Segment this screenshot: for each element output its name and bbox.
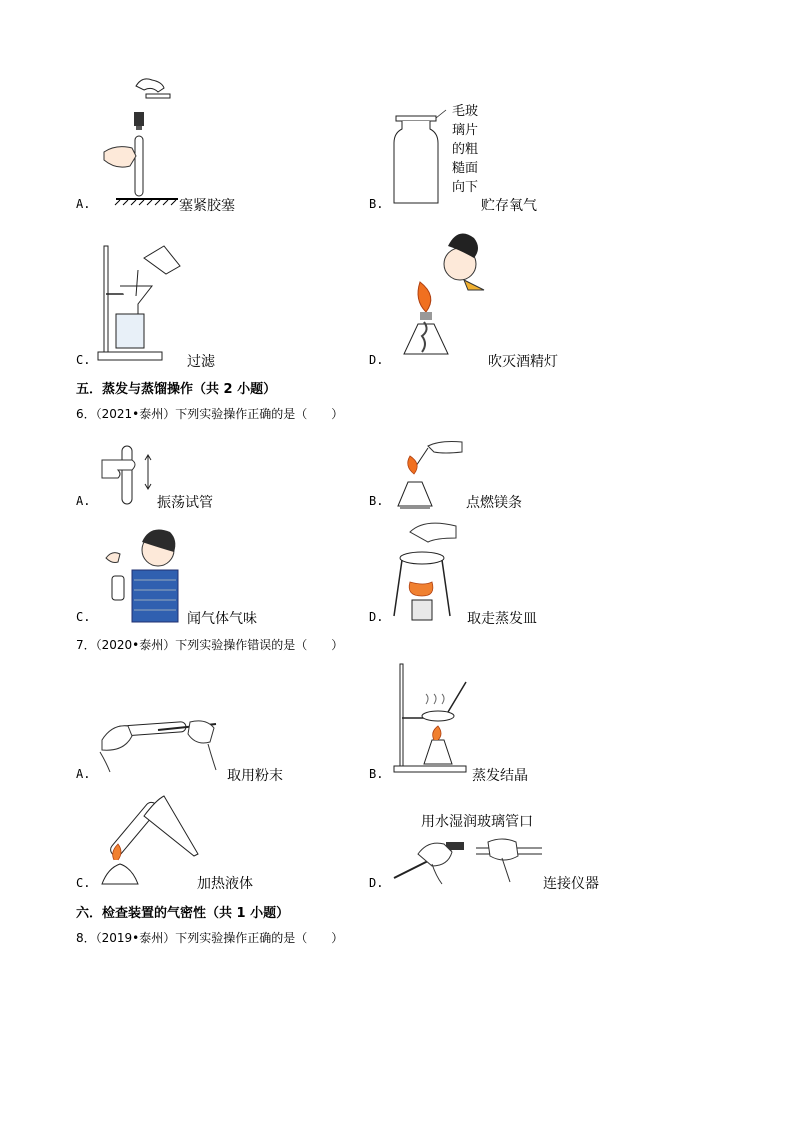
illustration-take-powder <box>98 710 224 776</box>
option-c-label: C. <box>76 353 91 367</box>
label-top: 用水湿润玻璃管口 <box>421 814 533 830</box>
illustration-gas-jar <box>392 112 442 208</box>
illustration-shake-tube <box>100 444 160 506</box>
caption-c: 过滤 <box>187 354 215 370</box>
caption-a: 塞紧胶塞 <box>179 198 235 214</box>
illustration-smell-gas <box>96 528 182 624</box>
caption-b: 贮存氧气 <box>481 198 537 214</box>
question-8-text: 8．（2019•泰州）下列实验操作正确的是（ ） <box>76 931 344 945</box>
illustration-connect-tube <box>392 834 542 886</box>
caption-a: 取用粉末 <box>227 768 283 784</box>
option-b-label: B. <box>369 494 384 508</box>
option-d-label: D. <box>369 353 384 367</box>
question-6-text: 6．（2021•泰州）下列实验操作正确的是（ ） <box>76 407 344 421</box>
label-line: 毛玻 <box>452 104 479 119</box>
question-7-text: 7．（2020•泰州）下列实验操作错误的是（ ） <box>76 638 344 652</box>
label-line: 的粗 <box>452 142 479 157</box>
glass-plate-label <box>452 102 478 197</box>
illustration-remove-dish <box>392 518 464 626</box>
caption-c: 加热液体 <box>197 876 253 892</box>
label-line: 向下 <box>452 180 479 195</box>
section-title: 五．蒸发与蒸馏操作（共 2 小题） <box>76 382 277 397</box>
caption-d: 连接仪器 <box>543 876 599 892</box>
illustration-ignite-magnesium <box>394 432 466 512</box>
option-d-label: D. <box>369 876 384 890</box>
option-b-label: B. <box>369 197 384 211</box>
illustration-stopper-tube <box>98 72 188 204</box>
illustration-evaporation <box>390 660 470 776</box>
caption-d: 吹灭酒精灯 <box>488 354 558 370</box>
caption-b: 点燃镁条 <box>466 495 522 511</box>
option-b-label: B. <box>369 767 384 781</box>
caption-c: 闻气体气味 <box>187 611 257 627</box>
label-line: 璃片 <box>452 123 479 138</box>
caption-a: 振荡试管 <box>157 495 213 511</box>
option-a-label: A. <box>76 767 91 781</box>
illustration-heat-liquid <box>100 792 200 888</box>
illustration-filtration <box>96 240 196 364</box>
option-a-label: A. <box>76 197 91 211</box>
label-line: 糙面 <box>452 161 479 176</box>
caption-d: 取走蒸发皿 <box>467 611 537 627</box>
option-a-label: A. <box>76 494 91 508</box>
caption-b: 蒸发结晶 <box>472 768 528 784</box>
option-d-label: D. <box>369 610 384 624</box>
illustration-blow-lamp <box>398 224 488 362</box>
option-c-label: C. <box>76 876 91 890</box>
option-c-label: C. <box>76 610 91 624</box>
section-title: 六．检查装置的气密性（共 1 小题） <box>76 906 290 921</box>
